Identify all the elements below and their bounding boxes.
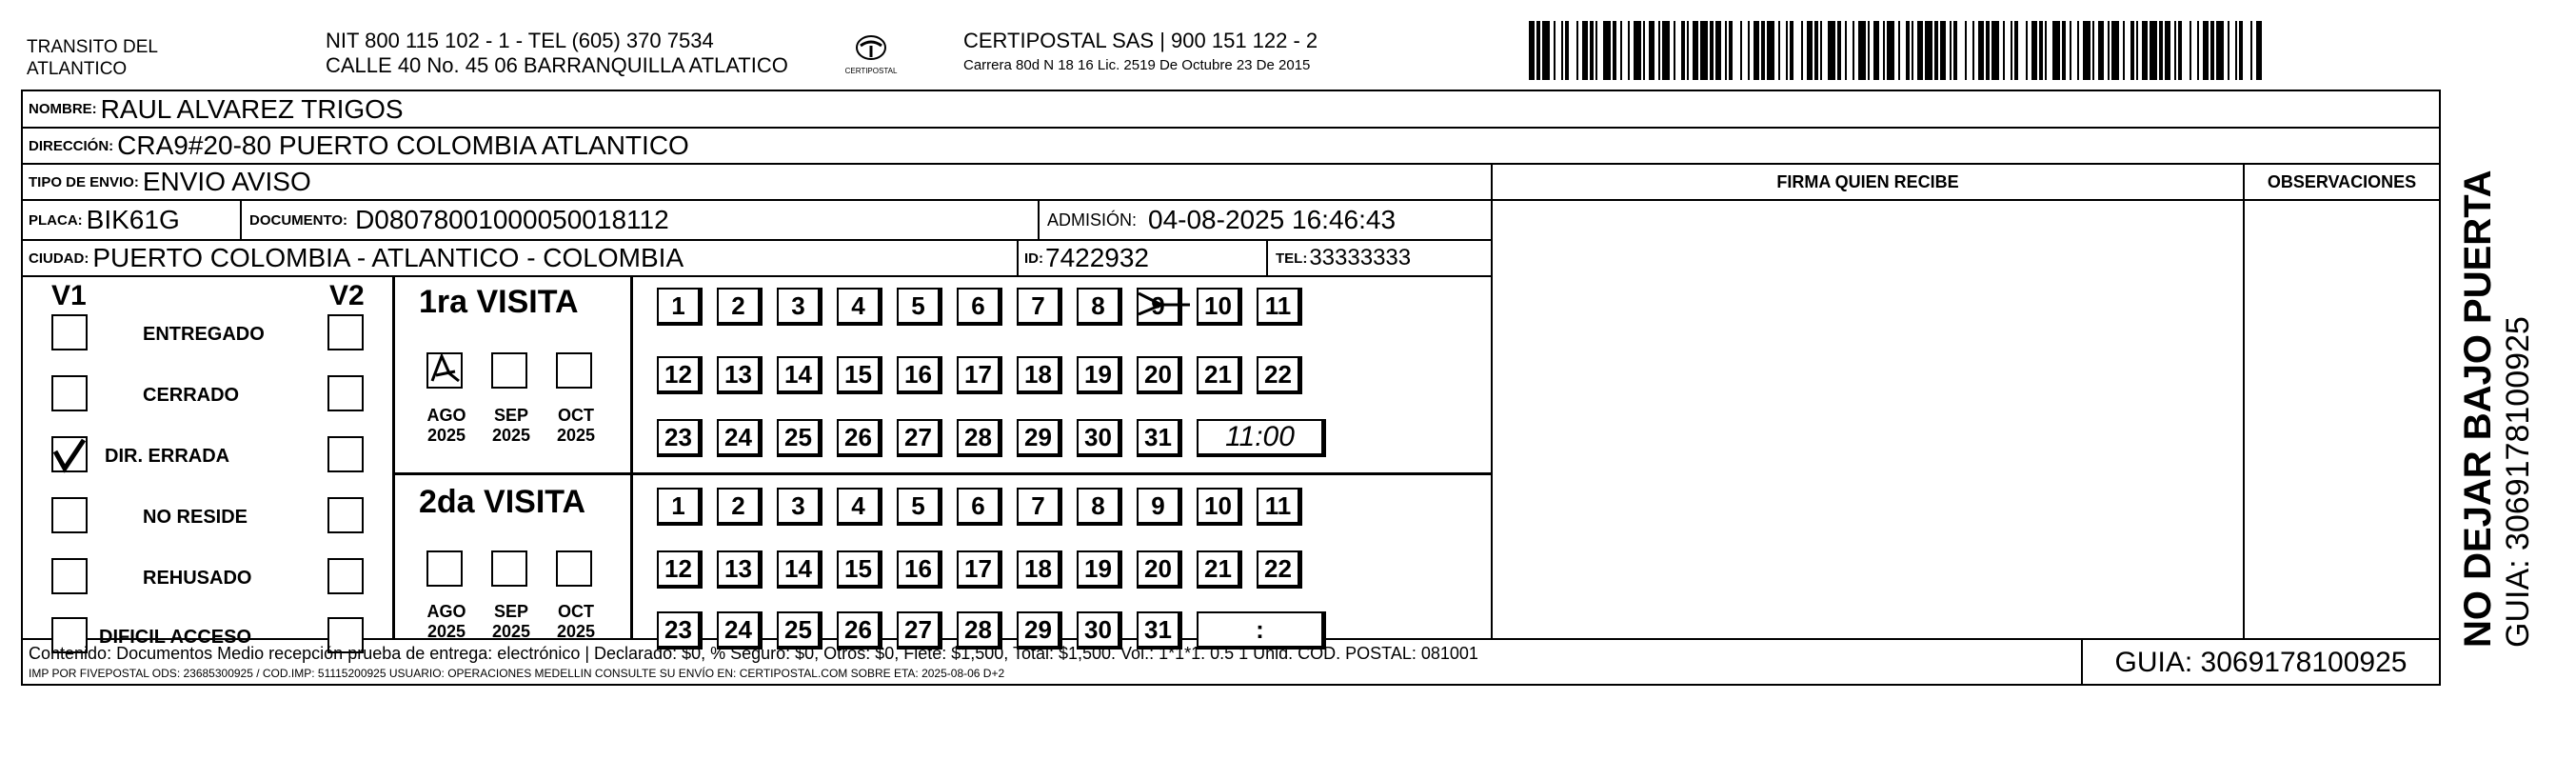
day-box-11[interactable]: 11 xyxy=(1257,488,1302,526)
day-box-10[interactable]: 10 xyxy=(1197,488,1242,526)
barcode-bar xyxy=(2003,21,2005,80)
barcode-bar xyxy=(1658,21,1660,80)
barcode-bar xyxy=(1978,21,1984,80)
barcode-bar xyxy=(1820,21,1822,80)
tel-value: 33333333 xyxy=(1309,245,1412,270)
barcode-bar xyxy=(2250,21,2252,80)
reason-label-2: CERRADO xyxy=(143,385,240,406)
barcode-bar xyxy=(1603,21,1611,80)
day-box-6[interactable]: 6 xyxy=(957,288,1002,326)
day-box-3[interactable]: 3 xyxy=(777,288,822,326)
observaciones-header: OBSERVACIONES xyxy=(2267,171,2417,191)
placa-value: BIK61G xyxy=(86,205,180,234)
nombre-field xyxy=(23,91,404,127)
barcode-bar xyxy=(1972,21,1974,80)
reason-label-6: DIFICIL ACCESO xyxy=(99,627,252,648)
v2-header: V2 xyxy=(329,280,365,311)
barcode-bar xyxy=(2159,21,2163,80)
day-box-25[interactable]: 25 xyxy=(777,419,822,457)
day-box-8[interactable]: 8 xyxy=(1077,488,1122,526)
firma-header: FIRMA QUIEN RECIBE xyxy=(1776,171,1959,191)
visit2-title: 2da VISITA xyxy=(419,484,586,520)
day-box-22[interactable]: 22 xyxy=(1257,356,1302,394)
id-field xyxy=(1019,241,1149,275)
id-value: 7422932 xyxy=(1045,243,1150,272)
barcode-bar xyxy=(1991,21,1999,80)
barcode-bar xyxy=(2014,21,2018,80)
barcode-bar xyxy=(2216,21,2224,80)
barcode-bar xyxy=(1767,21,1774,80)
direccion-value: CRA9#20-80 PUERTO COLOMBIA ATLANTICO xyxy=(117,130,689,160)
day-box-14[interactable]: 14 xyxy=(777,550,822,589)
barcode-bar xyxy=(1917,21,1923,80)
imp-line: IMP POR FIVEPOSTAL ODS: 23685300925 / COD.IMP: 51115200925 USUARIO: OPERACIONES MEDELLIN CONSULTE SU ENVÍO EN: CERTIPOSTAL.COM SOBRE ETA: 2025-08-06 D+2 xyxy=(29,667,1005,680)
month-label-ago: AGO 2025 xyxy=(426,602,466,641)
day-box-27[interactable]: 27 xyxy=(897,419,942,457)
barcode-bar xyxy=(2136,21,2138,80)
day-box-17[interactable]: 17 xyxy=(957,356,1002,394)
barcode-bar xyxy=(1778,21,1780,80)
day-box-8[interactable]: 8 xyxy=(1077,288,1122,326)
barcode-bar xyxy=(1754,21,1759,80)
barcode-bar xyxy=(1940,21,1946,80)
direccion-field xyxy=(23,129,689,163)
carrier-name: CERTIPOSTAL SAS | 900 151 122 - 2 xyxy=(963,29,1318,52)
barcode-bar xyxy=(1986,21,1990,80)
day-box-9[interactable]: 9 xyxy=(1137,488,1182,526)
month-box-oct[interactable] xyxy=(556,550,592,587)
barcode-bar xyxy=(2098,21,2104,80)
day-box-7[interactable]: 7 xyxy=(1017,488,1062,526)
tipo-envio-field xyxy=(23,165,311,199)
v2-checkbox-5[interactable] xyxy=(327,558,364,594)
day-box-18[interactable]: 18 xyxy=(1017,550,1062,589)
barcode-bar xyxy=(2210,21,2214,80)
barcode-bar xyxy=(1715,21,1721,80)
admision-label: ADMISIÓN: xyxy=(1047,210,1138,230)
day-box-20[interactable]: 20 xyxy=(1137,356,1182,394)
barcode-bar xyxy=(2077,21,2079,80)
id-label: ID: xyxy=(1024,250,1043,267)
barcode-bar xyxy=(1925,21,1932,80)
day-box-4[interactable]: 4 xyxy=(837,288,882,326)
month-box-sep[interactable] xyxy=(491,352,527,389)
day-box-5[interactable]: 5 xyxy=(897,288,942,326)
barcode-bar xyxy=(1807,21,1813,80)
month-box-ago[interactable] xyxy=(426,352,463,389)
day-box-19[interactable]: 19 xyxy=(1077,356,1122,394)
barcode-bar xyxy=(2178,21,2182,80)
barcode-bar xyxy=(2165,21,2170,80)
day-box-10[interactable]: 10 xyxy=(1197,288,1242,326)
day-box-21[interactable]: 21 xyxy=(1197,356,1242,394)
barcode-bar xyxy=(2045,21,2047,80)
barcode-bar xyxy=(2197,21,2199,80)
day-box-29[interactable]: 29 xyxy=(1017,611,1062,650)
barcode-bar xyxy=(1662,21,1670,80)
documento-label: DOCUMENTO: xyxy=(249,211,348,229)
barcode-bar xyxy=(1740,21,1742,80)
day-box-11[interactable]: 11 xyxy=(1257,288,1302,326)
v1-checkbox-1[interactable] xyxy=(51,314,88,350)
visit1-time-box[interactable]: 11:00 xyxy=(1197,419,1326,457)
barcode-bar xyxy=(1801,21,1803,80)
barcode-bar xyxy=(1674,21,1675,80)
nombre-label: NOMBRE: xyxy=(29,101,97,117)
barcode-bar xyxy=(1529,21,1535,80)
day-box-24[interactable]: 24 xyxy=(717,419,763,457)
barcode-bar xyxy=(1582,21,1588,80)
barcode-bar xyxy=(1576,21,1578,80)
day-box-13[interactable]: 13 xyxy=(717,550,763,589)
v1-checkbox-2[interactable] xyxy=(51,375,88,411)
barcode-bar xyxy=(2256,21,2262,80)
barcode-bar xyxy=(2235,21,2237,80)
day-box-30[interactable]: 30 xyxy=(1077,419,1122,457)
barcode-bar xyxy=(2108,21,2110,80)
v2-checkbox-3[interactable] xyxy=(327,436,364,472)
visit1-title: 1ra VISITA xyxy=(419,284,579,320)
barcode-bar xyxy=(1950,21,1952,80)
ciudad-field xyxy=(23,241,684,275)
barcode-bar xyxy=(2190,21,2191,80)
day-box-16[interactable]: 16 xyxy=(897,356,942,394)
direccion-label: DIRECCIÓN: xyxy=(29,137,114,154)
v2-checkbox-1[interactable] xyxy=(327,314,364,350)
month-box-ago[interactable] xyxy=(426,550,463,587)
barcode-bar xyxy=(1643,21,1645,80)
day-box-21[interactable]: 21 xyxy=(1197,550,1242,589)
barcode-bar xyxy=(1887,21,1894,80)
barcode-bar xyxy=(1965,21,1967,80)
day-box-17[interactable]: 17 xyxy=(957,550,1002,589)
barcode-bar xyxy=(2150,21,2157,80)
barcode-bar xyxy=(2123,21,2125,80)
issuer-name: TRANSITO DEL ATLANTICO xyxy=(27,37,158,79)
barcode-bar xyxy=(2239,21,2243,80)
month-label-sep: SEP 2025 xyxy=(491,406,531,445)
barcode-bar xyxy=(1649,21,1655,80)
day-box-6[interactable]: 6 xyxy=(957,488,1002,526)
barcode-bar xyxy=(1853,21,1854,80)
barcode-bar xyxy=(2142,21,2148,80)
ciudad-value: PUERTO COLOMBIA - ATLANTICO - COLOMBIA xyxy=(92,243,684,272)
barcode-bar xyxy=(1761,21,1765,80)
barcode-bar xyxy=(1934,21,1938,80)
day-box-25[interactable]: 25 xyxy=(777,611,822,650)
barcode-bar xyxy=(2052,21,2060,80)
contenido-line: Contenido: Documentos Medio recepción prueba de entrega: electrónico | Declarado: $0, % Seguro: $0, Otros: $0, Flete: $1,500, Total: $1,500. Vol.: 1*1*1. 0.5 1 Unid. COD. POSTAL: 081001 xyxy=(29,644,1478,663)
barcode-bar xyxy=(1634,21,1641,80)
barcode-bar xyxy=(1828,21,1835,80)
barcode-bar xyxy=(1814,21,1818,80)
v1-header: V1 xyxy=(51,280,87,311)
day-box-12[interactable]: 12 xyxy=(657,356,703,394)
tel-field xyxy=(1270,241,1411,275)
day-box-28[interactable]: 28 xyxy=(957,611,1002,650)
day-box-7[interactable]: 7 xyxy=(1017,288,1062,326)
day-box-1[interactable]: 1 xyxy=(657,288,703,326)
side-guia: GUIA: 3069178100925 xyxy=(2500,316,2536,648)
reason-label-3: DIR. ERRADA xyxy=(105,446,230,467)
barcode-bar xyxy=(2083,21,2091,80)
barcode-bar xyxy=(1786,21,1788,80)
day-box-31[interactable]: 31 xyxy=(1137,611,1182,650)
month-label-oct: OCT 2025 xyxy=(556,602,596,641)
barcode-bar xyxy=(1628,21,1630,80)
documento-value: D08078001000050018112 xyxy=(355,205,669,234)
side-warning: NO DEJAR BAJO PUERTA xyxy=(2457,170,2499,648)
day-box-15[interactable]: 15 xyxy=(837,356,882,394)
barcode-bar xyxy=(1790,21,1793,80)
logo-caption: CERTIPOSTAL xyxy=(844,67,898,75)
barcode-bar xyxy=(1554,21,1556,80)
barcode-bar xyxy=(1700,21,1708,80)
barcode-bar xyxy=(1725,21,1727,80)
barcode-bar xyxy=(2031,21,2037,80)
day-box-22[interactable]: 22 xyxy=(1257,550,1302,589)
barcode-bar xyxy=(2228,21,2229,80)
day-box-5[interactable]: 5 xyxy=(897,488,942,526)
day-box-20[interactable]: 20 xyxy=(1137,550,1182,589)
issuer-address: CALLE 40 No. 45 06 BARRANQUILLA ATLATICO xyxy=(326,53,788,77)
barcode-bar xyxy=(1542,21,1550,80)
day-box-26[interactable]: 26 xyxy=(837,419,882,457)
day-box-23[interactable]: 23 xyxy=(657,419,703,457)
nombre-value: RAUL ALVAREZ TRIGOS xyxy=(100,93,404,124)
barcode-bar xyxy=(1906,21,1910,80)
admision-value: 04-08-2025 16:46:43 xyxy=(1148,205,1397,234)
barcode-bar xyxy=(1953,21,1957,80)
barcode-bar xyxy=(1536,21,1540,80)
barcode-bar xyxy=(2130,21,2134,80)
barcode-bar xyxy=(1565,21,1569,80)
day-box-30[interactable]: 30 xyxy=(1077,611,1122,650)
tel-label: TEL: xyxy=(1276,250,1308,267)
day-box-4[interactable]: 4 xyxy=(837,488,882,526)
barcode-bar xyxy=(1620,21,1622,80)
barcode-bar xyxy=(1710,21,1714,80)
barcode-bar xyxy=(1837,21,1841,80)
tipo-envio-label: TIPO DE ENVIO: xyxy=(29,173,139,190)
barcode-bar xyxy=(1693,21,1698,80)
barcode-bar xyxy=(1883,21,1885,80)
visit2-time-box[interactable]: : xyxy=(1197,611,1326,650)
barcode-bar xyxy=(2062,21,2066,80)
guia-footer: GUIA: 3069178100925 xyxy=(2114,647,2408,678)
ciudad-label: CIUDAD: xyxy=(29,250,89,267)
day-box-19[interactable]: 19 xyxy=(1077,550,1122,589)
v1-checkbox-3[interactable] xyxy=(51,436,88,472)
barcode-bar xyxy=(1748,21,1750,80)
barcode-bar xyxy=(1912,21,1913,80)
placa-field xyxy=(23,201,180,239)
tipo-envio-value: ENVIO AVISO xyxy=(142,167,311,196)
v1-checkbox-4[interactable] xyxy=(51,497,88,533)
barcode-bar xyxy=(2111,21,2119,80)
v1-checkbox-5[interactable] xyxy=(51,558,88,594)
day-mark-icon xyxy=(1135,286,1192,324)
side-label xyxy=(2456,114,2542,648)
day-box-2[interactable]: 2 xyxy=(717,488,763,526)
month-label-ago: AGO 2025 xyxy=(426,406,466,445)
day-box-29[interactable]: 29 xyxy=(1017,419,1062,457)
barcode-bar xyxy=(1613,21,1616,80)
barcode-bar xyxy=(1681,21,1685,80)
barcode-bar xyxy=(2011,21,2012,80)
barcode-bar xyxy=(1898,21,1900,80)
day-box-9[interactable]: 9 xyxy=(1137,288,1182,326)
day-box-1[interactable]: 1 xyxy=(657,488,703,526)
certipostal-logo xyxy=(840,32,902,80)
day-box-2[interactable]: 2 xyxy=(717,288,763,326)
barcode-bar xyxy=(2092,21,2094,80)
barcode-bar xyxy=(1858,21,1866,80)
documento-field xyxy=(244,201,669,239)
v2-checkbox-2[interactable] xyxy=(327,375,364,411)
carrier-address: Carrera 80d N 18 16 Lic. 2519 De Octubre 23 De 2015 xyxy=(963,57,1311,73)
day-box-27[interactable]: 27 xyxy=(897,611,942,650)
barcode-bar xyxy=(2039,21,2043,80)
barcode-bar xyxy=(2026,21,2028,80)
day-box-15[interactable]: 15 xyxy=(837,550,882,589)
day-box-18[interactable]: 18 xyxy=(1017,356,1062,394)
barcode-bar xyxy=(2174,21,2176,80)
barcode-bar xyxy=(1595,21,1597,80)
month-label-sep: SEP 2025 xyxy=(491,602,531,641)
day-box-31[interactable]: 31 xyxy=(1137,419,1182,457)
barcode-bar xyxy=(1845,21,1847,80)
barcode-bar xyxy=(2203,21,2209,80)
issuer-nit: NIT 800 115 102 - 1 - TEL (605) 370 7534 xyxy=(326,29,714,52)
month-box-sep[interactable] xyxy=(491,550,527,587)
day-box-28[interactable]: 28 xyxy=(957,419,1002,457)
barcode-bar xyxy=(1561,21,1563,80)
day-box-23[interactable]: 23 xyxy=(657,611,703,650)
admision-field xyxy=(1041,201,1396,239)
day-box-3[interactable]: 3 xyxy=(777,488,822,526)
day-box-26[interactable]: 26 xyxy=(837,611,882,650)
placa-label: PLACA: xyxy=(29,211,83,229)
day-box-12[interactable]: 12 xyxy=(657,550,703,589)
reason-label-4: NO RESIDE xyxy=(143,507,248,528)
barcode xyxy=(1529,21,2262,80)
day-box-13[interactable]: 13 xyxy=(717,356,763,394)
barcode-bar xyxy=(1868,21,1870,80)
barcode-bar xyxy=(2070,21,2071,80)
barcode-bar xyxy=(1729,21,1733,80)
barcode-bar xyxy=(1687,21,1689,80)
barcode-bar xyxy=(1590,21,1594,80)
month-box-oct[interactable] xyxy=(556,352,592,389)
v2-checkbox-4[interactable] xyxy=(327,497,364,533)
day-box-16[interactable]: 16 xyxy=(897,550,942,589)
month-label-oct: OCT 2025 xyxy=(556,406,596,445)
day-box-24[interactable]: 24 xyxy=(717,611,763,650)
day-box-14[interactable]: 14 xyxy=(777,356,822,394)
reason-label-5: REHUSADO xyxy=(143,568,252,589)
barcode-bar xyxy=(1873,21,1879,80)
reason-label-1: ENTREGADO xyxy=(143,324,265,345)
